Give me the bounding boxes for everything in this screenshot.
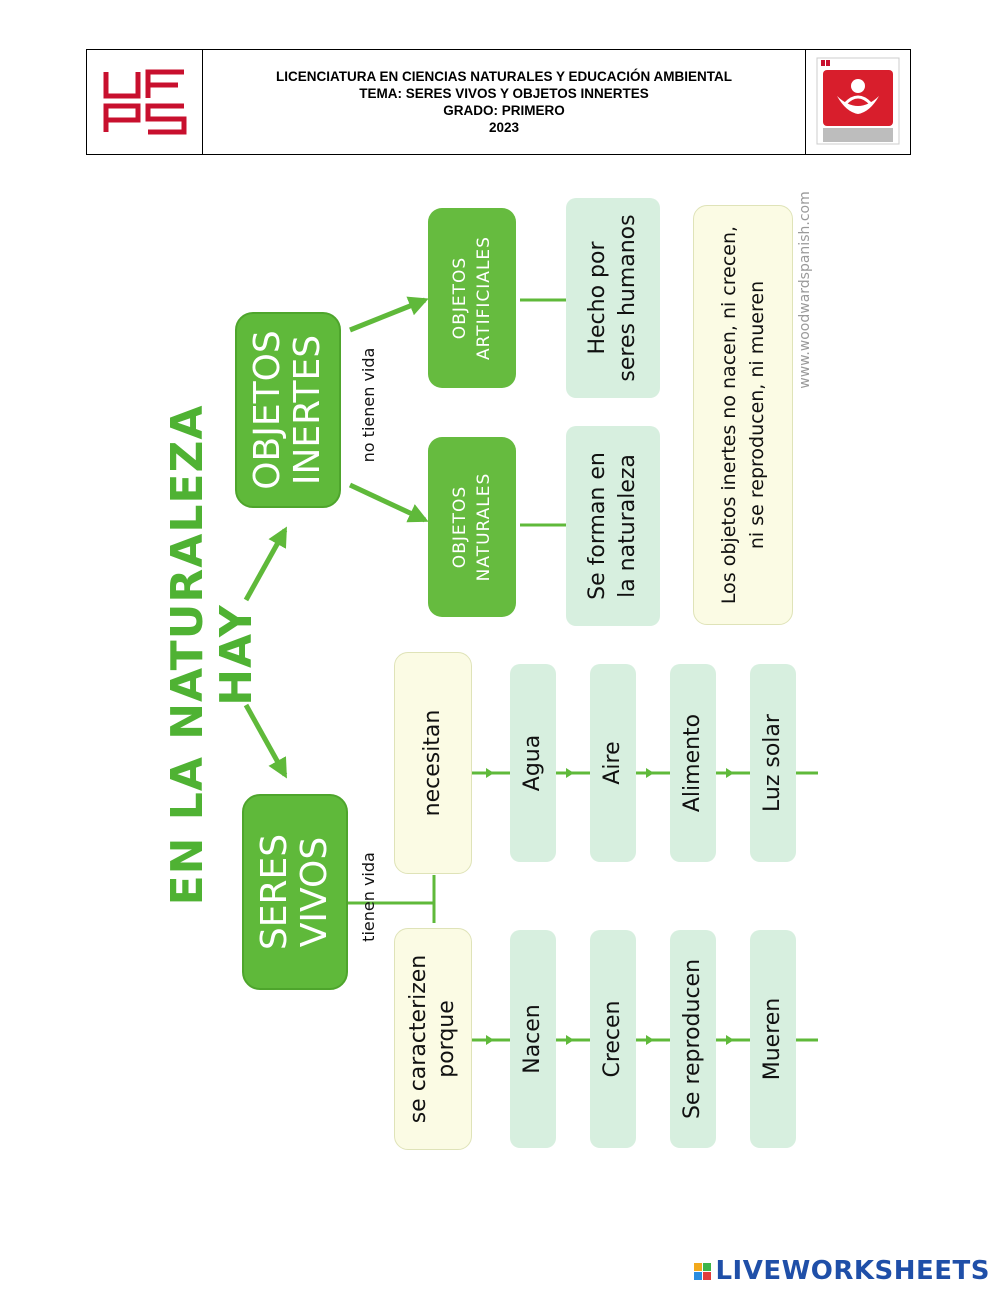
necesitan-text: necesitan — [420, 709, 445, 817]
trait-item-mueren — [750, 930, 796, 1148]
map-title — [162, 404, 213, 906]
header-titles — [203, 50, 805, 154]
artificiales-desc-line2: seres humanos — [615, 214, 640, 382]
objetos-naturales-line2: NATURALES — [474, 472, 494, 582]
trait-item-se-reproducen — [670, 930, 716, 1148]
trait-nacen-text: Nacen — [520, 1004, 545, 1074]
naturales-description — [566, 426, 660, 626]
trait-mueren-text: Mueren — [760, 997, 785, 1081]
header-program: LICENCIATURA EN CIENCIAS NATURALES Y EDUCACIÓN AMBIENTAL — [275, 69, 732, 84]
trait-item-crecen — [590, 930, 636, 1148]
caracterizan-box — [394, 928, 472, 1150]
liveworksheets-icon — [694, 1263, 711, 1280]
artificiales-description — [566, 198, 660, 398]
map-title-text: EN LA NATURALEZA — [162, 404, 213, 906]
document-header — [86, 49, 911, 155]
map-title-hay-text: HAY — [211, 604, 262, 706]
need-luz-solar-text: Luz solar — [760, 714, 785, 812]
objetos-inertes-box — [235, 312, 341, 508]
seres-vivos-line2: VIVOS — [294, 836, 335, 948]
concept-map — [150, 175, 830, 1165]
no-tienen-vida-label — [357, 335, 379, 475]
note-line1: Los objetos inertes no nacen, ni crecen, — [718, 225, 740, 605]
watermark-text: www.woodwardspanish.com — [797, 191, 813, 389]
need-aire-text: Aire — [600, 741, 625, 785]
objetos-inertes-line2: INERTES — [287, 334, 328, 486]
seres-vivos-line1: SERES — [254, 833, 295, 951]
necesitan-box — [394, 652, 472, 874]
tienen-vida-text: tienen vida — [358, 852, 378, 942]
inertes-note — [693, 205, 793, 625]
header-year: 2023 — [488, 120, 520, 135]
tienen-vida-label — [357, 842, 379, 952]
note-line2: ni se reproducen, ni mueren — [746, 280, 768, 550]
liveworksheets-brand — [694, 1256, 990, 1286]
map-title-hay — [211, 595, 262, 715]
program-logo — [815, 56, 901, 148]
need-item-alimento — [670, 664, 716, 862]
objetos-artificiales-box — [428, 208, 516, 388]
header-grade: GRADO: PRIMERO — [443, 103, 565, 118]
need-alimento-text: Alimento — [680, 713, 705, 813]
objetos-inertes-line1: OBJETOS — [247, 330, 288, 490]
header-topic: TEMA: SERES VIVOS Y OBJETOS INNERTES — [359, 86, 649, 101]
objetos-naturales-box — [428, 437, 516, 617]
objetos-naturales-line1: OBJETOS — [450, 485, 470, 569]
seres-vivos-box — [242, 794, 348, 990]
trait-item-nacen — [510, 930, 556, 1148]
objetos-artificiales-line1: OBJETOS — [450, 256, 470, 340]
liveworksheets-wordmark: LIVEWORKSHEETS — [715, 1256, 990, 1286]
naturales-desc-line2: la naturaleza — [615, 454, 640, 598]
caracterizan-line1: se caracterizen — [406, 954, 431, 1124]
need-item-agua — [510, 664, 556, 862]
caracterizan-line2: porque — [434, 1000, 459, 1078]
need-item-aire — [590, 664, 636, 862]
objetos-artificiales-line2: ARTIFICIALES — [474, 236, 494, 360]
source-watermark — [796, 185, 814, 395]
no-tienen-vida-text: no tienen vida — [358, 347, 378, 463]
need-item-luz-solar — [750, 664, 796, 862]
trait-se-reproducen-text: Se reproducen — [680, 958, 705, 1120]
naturales-desc-line1: Se forman en — [585, 452, 610, 600]
ufps-logo — [100, 68, 190, 136]
trait-crecen-text: Crecen — [600, 1000, 625, 1078]
need-agua-text: Agua — [520, 734, 545, 792]
program-logo-cell — [805, 50, 910, 154]
artificiales-desc-line1: Hecho por — [585, 241, 610, 355]
ufps-logo-cell — [87, 50, 203, 154]
